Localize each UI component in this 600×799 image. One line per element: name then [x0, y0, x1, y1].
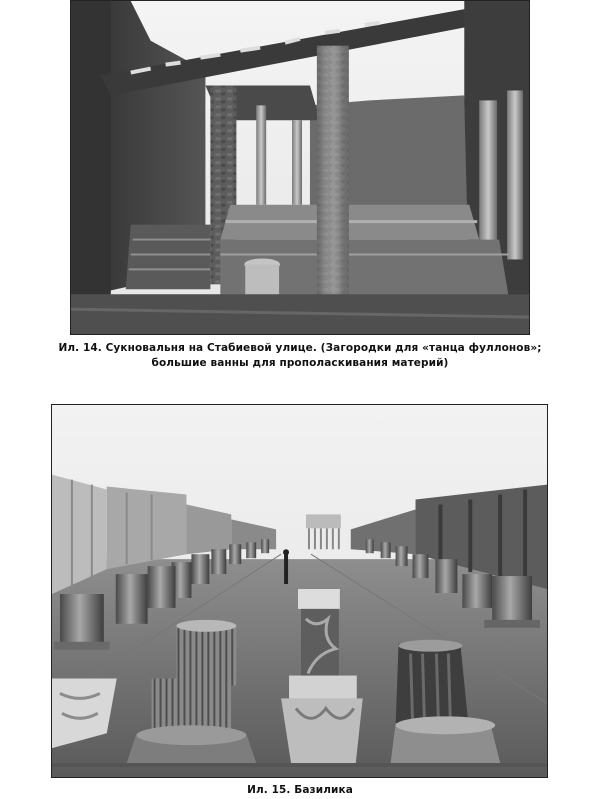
figure-14-caption [0, 341, 600, 371]
photo-fullonica [70, 0, 530, 335]
photo-basilica [51, 404, 548, 778]
basilica-photograph [52, 405, 547, 777]
caption-line: большие ванны для прополаскивания материй) [151, 357, 449, 369]
caption-line: Ил. 15. Базилика [247, 784, 353, 796]
fullonica-photograph [71, 1, 529, 334]
figure-15-caption [0, 783, 600, 798]
caption-line: Ил. 14. Сукновальня на Стабиевой улице. (Загородки для «танца фуллонов»; [58, 342, 542, 354]
